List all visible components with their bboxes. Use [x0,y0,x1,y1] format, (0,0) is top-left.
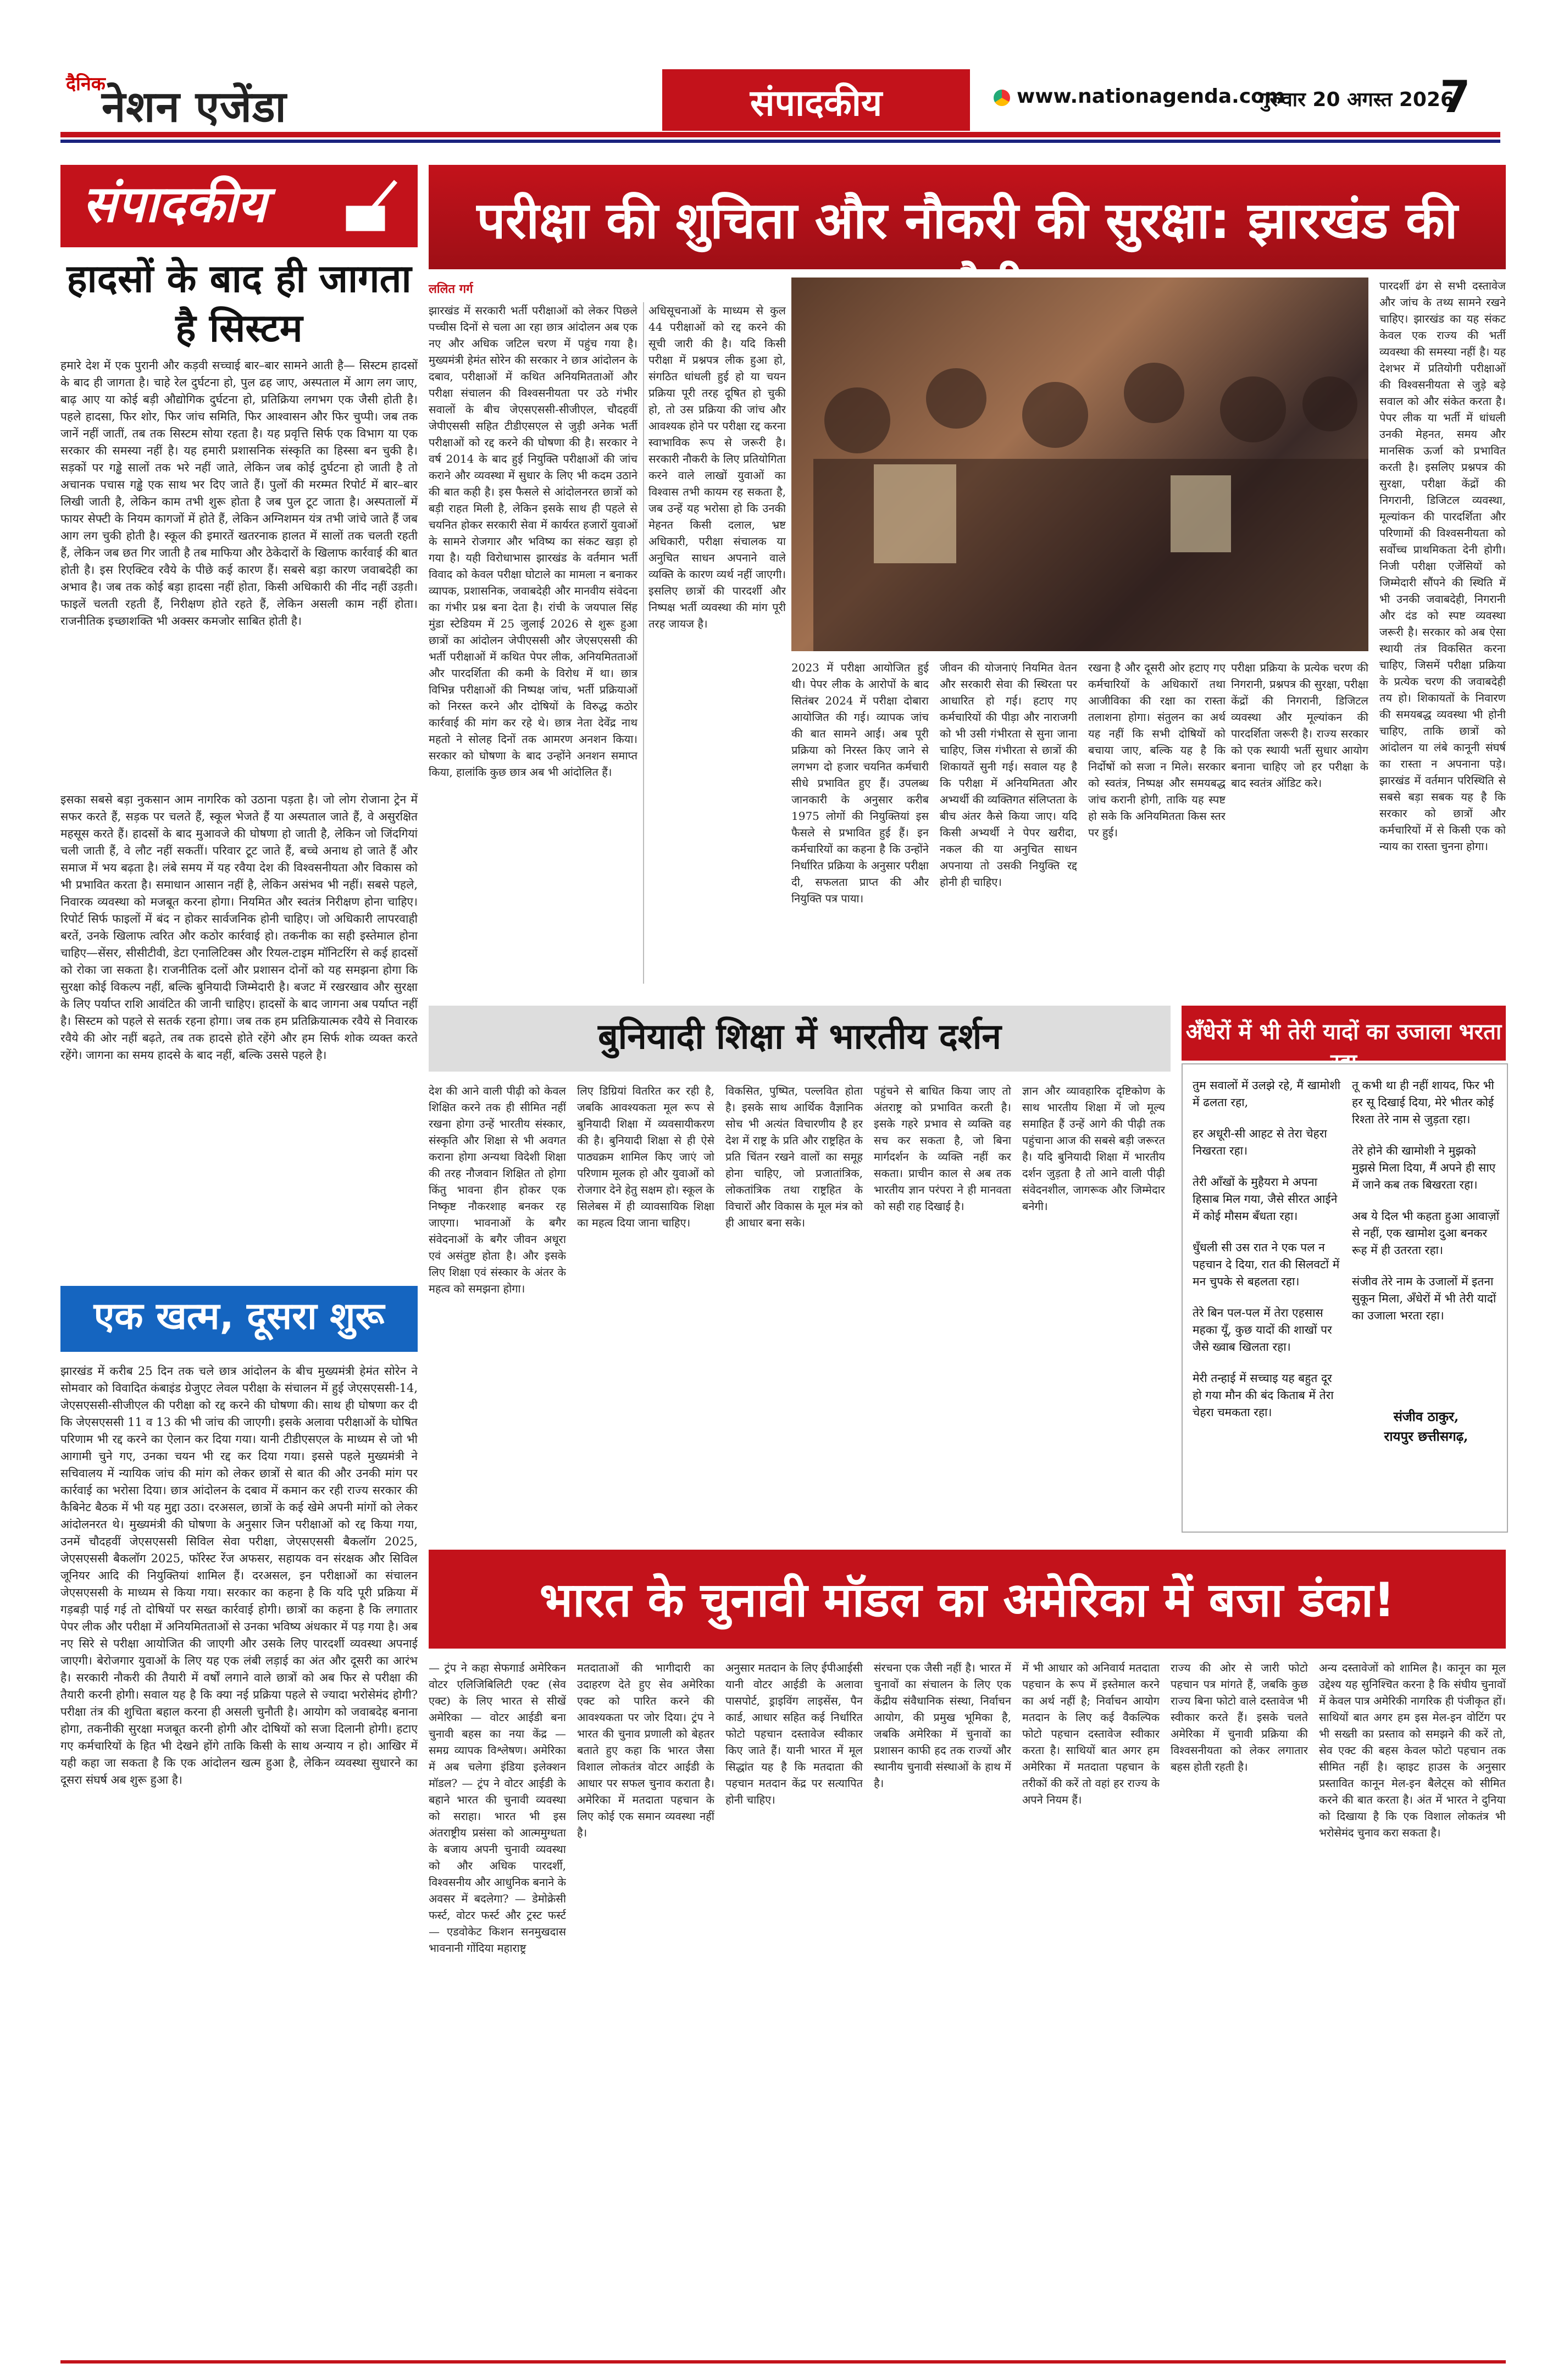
browser-icon [994,90,1010,106]
poem-stanza: तू कभी था ही नहीं शायद, फिर भी हर सू दिखाई दिया, मेरे भीतर कोई रिश्ता तेरे नाम से जुड़ता रहा। [1352,1079,1494,1126]
main-column-1: झारखंड में सरकारी भर्ती परीक्षाओं को लेकर पिछले पच्चीस दिनों से चला आ रहा छात्र आंदोलन अब एक नए और अधिक जटिल चरण में पहुंच गया है। मुख्यमंत्री हेमंत सोरेन की सरकार ने छात्र आंदोलन के दबाव, परीक्षाओं में कथित अनियमितताओं और परीक्षा संचालन की विश्वसनीयता पर उठे गंभीर सवालों के बीच जेएसएससी-सीजीएल, चौदहवीं जेपीएससी सहित टीडीएसएल से जुड़ी अनेक भर्ती परीक्षाओं को रद्द करने की घोषणा की है। सरकार ने वर्ष 2014 के बाद हुई नियुक्ति परीक्षाओं की जांच कराने और व्यवस्था में सुधार के लिए भी कदम उठाने की बात कही है। इस फैसले से आंदोलनरत छात्रों को बड़ी राहत मिली है, लेकिन इसके साथ ही पहले से चयनित होकर सरकारी सेवा में कार्यरत हजारों युवाओं के सामने रोजगार और भविष्य का संकट खड़ा हो गया है। यही विरोधाभास झारखंड के वर्तमान भर्ती विवाद को केवल परीक्षा घोटाले का मामला न बनाकर व्यापक, प्रशासनिक, जवाबदेही और मानवीय संवेदना का गंभीर प्रश्न बना देता है। रांची के जयपाल सिंह मुंडा स्टेडियम में 25 जुलाई 2026 से शुरू हुआ छात्रों का आंदोलन जेपीएससी और जेएसएससी की भर्ती परीक्षाओं में कथित पेपर लीक, अनियमितताओं और पारदर्शिता की कमी के विरोध में था। छात्र विभिन्न परीक्षाओं की निष्पक्ष जांच, भर्ती प्रक्रियाओं को निरस्त करने और दोषियों के विरुद्ध कठोर कार्रवाई की मांग कर रहे थे। छात्र नेता देवेंद्र नाथ महतो ने सोलह दिनों तक आमरण अनशन किया। सरकार को घोषणा के बाद उन्होंने अनशन समाप्त किया, हालांकि कुछ छात्र अब भी आंदोलित हैं। [429,304,637,779]
section-label: संपादकीय [750,82,883,124]
dateline: गुरुवार 20 अगस्त 2026 [1258,88,1455,111]
main-byline: ललित गर्ग [429,282,473,296]
article2-column-3: विकसित, पुष्पित, पल्लवित होता है। इसके साथ आर्थिक वैज्ञानिक सोच भी अत्यंत विचारणीय है हर देश में राष्ट्र के प्रति और राष्ट्रहित के प्रति चिंतन रखने वालों का समूह होना चाहिए, जो प्रजातांत्रिक, लोकतांत्रिक तथा राष्ट्रहित के विचारों और विकास के मूल मंत्र को ही आधार बना सके। [725,1084,863,1229]
poem-author [1357,1407,1495,1446]
article3-column-6: राज्य की ओर से जारी फोटो पहचान पत्र मांगते हैं, जबकि कुछ राज्य बिना फोटो वाले दस्तावेज भी स्वीकार करते हैं। इसके चलते अमेरिका में चुनावी प्रक्रिया की विश्वसनीयता को लेकर लगातार बहस होती रहती है। [1171,1661,1308,1773]
main-column-7: पारदर्शी ढंग से सभी दस्तावेज और जांच के तथ्य सामने रखने चाहिए। झारखंड का यह संकट केवल एक राज्य की भर्ती व्यवस्था की समस्या नहीं है। यह देशभर में प्रतियोगी परीक्षाओं की विश्वसनीयता से जुड़े बड़े सवाल को और संकेत करता है। पेपर लीक या भर्ती में धांधली उनकी मेहनत, समय और मानसिक ऊर्जा को प्रभावित करती है। इसलिए प्रश्नपत्र की सुरक्षा, परीक्षा केंद्रों की निगरानी, डिजिटल व्यवस्था, मूल्यांकन की पारदर्शिता और परिणामों की विश्वसनीयता को सर्वोच्च प्राथमिकता देनी होगी। निजी परीक्षा एजेंसियों को जिम्मेदारी सौंपने की स्थिति में भी उनकी जवाबदेही, निगरानी और दंड को स्पष्ट व्यवस्था जरूरी है। सरकार को अब ऐसा स्थायी तंत्र विकसित करना चाहिए, जिसमें परीक्षा प्रक्रिया के प्रत्येक चरण की जवाबदेही तय हो। शिकायतों के निवारण की समयबद्ध व्यवस्था भी होनी चाहिए, ताकि छात्रों को आंदोलन या लंबे कानूनी संघर्ष का रास्ता न अपनाना पड़े। झारखंड में वर्तमान परिस्थिति से सबसे बड़ा सबक यह है कि सरकार को छात्रों और कर्मचारियों में से किसी एक को न्याय का रास्ता चुनना होगा। [1379,279,1506,853]
poem-stanza: संजीव तेरे नाम के उजालों में इतना सुकून मिला, अँधेरों में भी तेरी यादों का उजाला भरता रहा। [1352,1275,1496,1322]
poem-stanza: तुम सवालों में उलझे रहे, मैं खामोशी में ढलता रहा, [1193,1079,1341,1109]
main-headline: परीक्षा की शुचिता और नौकरी की सुरक्षा: झारखंड की [476,191,1458,250]
main-column-4: जीवन की योजनाएं नियमित वेतन और सरकारी सेवा की स्थिरता पर आधारित हो गई। हटाए गए कर्मचारियों की पीड़ा और नाराजगी को भी उसी गंभीरता से सुना जाना चाहिए, जिस गंभीरता से छात्रों की शिकायतें सुनी गई। सवाल यह है कि परीक्षा में अनियमितता और अभ्यर्थी की व्यक्तिगत संलिप्तता के बीच अंतर कैसे किया जाए। यदि किसी अभ्यर्थी ने पेपर खरीदा, नकल की या अनुचित साधन अपनाया तो उसकी नियुक्ति रद्द होनी ही चाहिए। [940,661,1077,889]
article3-column-1: — ट्रंप ने कहा सेफगार्ड अमेरिकन वोटर एलिजिबिलिटी एक्ट (सेव एक्ट) के लिए भारत से सीखें अमेरिका — वोटर आईडी बना चुनावी बहस का नया केंद्र — समग्र व्यापक विश्लेषण। अमेरिका में अब चलेगा इंडिया इलेक्शन मॉडल? — ट्रंप ने वोटर आईडी के बहाने भारत की चुनावी व्यवस्था को सराहा। भारत भी इस अंतराष्ट्रीय प्रसंसा को आत्ममुग्धता के बजाय अपनी चुनावी व्यवस्था को और अधिक पारदर्शी, विश्वसनीय और आधुनिक बनाने के अवसर में बदलेगा? — डेमोक्रेसी फर्स्ट, वोटर फर्स्ट और ट्रस्ट फर्स्ट — एडवोकेट किशन सनमुखदास भावनानी गोंदिया महाराष्ट्र [429,1661,566,1955]
protest-photo [791,278,1368,651]
editorial2-headline: एक खत्म, दूसरा शुरू [93,1295,385,1338]
poem-stanza: तेरी आँखों के मुहैयरा मे अपना हिसाब मिल गया, जैसे सीरत आईने में कोई मौसम बँधता रहा। [1193,1175,1338,1223]
pen-icon [341,176,401,236]
poem-stanza: हर अधूरी-सी आहट से तेरा चेहरा निखरता रहा। [1193,1127,1327,1157]
poem-stanza: मेरी तन्हाई में सच्चाइ यह बहुत दूर हो गया मौन की बंद किताब में तेरा चेहरा चमकता रहा। [1193,1372,1334,1419]
article3-column-3: अनुसार मतदान के लिए ईपीआईसी यानी वोटर आईडी के अलावा पासपोर्ट, ड्राइविंग लाइसेंस, पैन कार्ड, आधार सहित कई निर्धारित फोटो पहचान दस्तावेज स्वीकार किए जाते हैं। यानी भारत में मूल सिद्धांत यह है कि मतदाता की पहचान मतदान केंद्र पर सत्यापित होनी चाहिए। [725,1661,863,1806]
article2-column-2: लिए डिग्रियां वितरित कर रही है, जबकि आवश्यकता मूल रूप से बुनियादी शिक्षा में व्यवसायीकरण की है। बुनियादी शिक्षा से ही ऐसे पाठ्यक्रम शामिल किए जाएं जो परिणाम मूलक हो और युवाओं को रोजगार देने हेतु सक्षम हो। स्कूल के सिलेबस में ही व्यावसायिक शिक्षा का महत्व दिया जाना चाहिए। [577,1084,714,1229]
article2-column-4: पहुंचने से बाधित किया जाए तो अंतराष्ट्र को प्रभावित करती है। इसके गहरे प्रभाव से व्यक्ति वह सच कर सकता है, जो बिना मार्गदर्शन के व्यक्ति नहीं कर सकता। प्राचीन काल से अब तक भारतीय ज्ञान परंपरा ने ही मानवता को सही राह दिखाई है। [874,1084,1011,1213]
main-column-3: 2023 में परीक्षा आयोजित हुई थी। पेपर लीक के आरोपों के बाद सितंबर 2024 में परीक्षा दोबारा आयोजित की गई। व्यापक जांच की बात सामने आई। अब पूरी प्रक्रिया को निरस्त किए जाने से लगभग दो हजार चयनित कर्मचारी सीधे प्रभावित हुए हैं। उपलब्ध जानकारी के अनुसार करीब 1975 लोगों की नियुक्तियां इस फैसले से प्रभावित हुई हैं। इन कर्मचारियों का कहना है कि उन्होंने निर्धारित प्रक्रिया के अनुसार परीक्षा दी, सफलता प्राप्त की और नियुक्ति पत्र पाया। [791,661,929,905]
article3-column-5: में भी आधार को अनिवार्य मतदाता पहचान के रूप में इस्तेमाल करने का अर्थ नहीं है; निर्वाचन आयोग मतदान के लिए कई वैकल्पिक फोटो पहचान दस्तावेज स्वीकार करता है। साथियों बात अगर हम अमेरिका में मतदाता पहचान के तरीकों की करें तो वहां हर राज्य के अपने नियम हैं। [1022,1661,1160,1806]
main-column-6: परीक्षा प्रक्रिया के प्रत्येक चरण की निगरानी, प्रश्नपत्र की सुरक्षा, परीक्षा केंद्रों की निगरानी, डिजिटल व्यवस्था और मूल्यांकन की पारदर्शिता जरूरी है। राज्य सरकार को एक स्थायी भर्ती सुधार आयोग बनाना चाहिए जो हर परीक्षा के बाद स्वतंत्र ऑडिट करे। [1231,661,1368,790]
poem-stanza: तेरे होने की खामोशी ने मुझको मुझसे मिला दिया, मैं अपने ही साए में जाने कब तक बिखरता रहा। [1352,1144,1496,1191]
article2-column-5: ज्ञान और व्यावहारिक दृष्टिकोण के साथ भारतीय शिक्षा में जो मूल्य समाहित हैं उन्हें आगे की पीढ़ी तक पहुंचाना आज की सबसे बड़ी जरूरत है। यदि बुनियादी शिक्षा में भारतीय दर्शन जुड़ता है तो आने वाली पीढ़ी संवेदनशील, जागरूक और जिम्मेदार बनेगी। [1022,1084,1165,1213]
main-column-5: रखना है और दूसरी ओर हटाए गए कर्मचारियों के अधिकारों तथा आजीविका की रक्षा का रास्ता तलाशना होगा। संतुलन का अर्थ यह नहीं कि सभी दोषियों को बचाया जाए, बल्कि यह है कि निर्दोषों को सजा न मिले। सरकार को स्वतंत्र, निष्पक्ष और समयबद्ध जांच करानी होगी, ताकि यह स्पष्ट हो सके कि अनियमितता किस स्तर पर हुई। [1088,661,1226,839]
column-divider [643,302,644,984]
poem-column-1 [1193,1077,1341,1435]
article3-column-4: संरचना एक जैसी नहीं है। भारत में चुनावों का संचालन के लिए एक केंद्रीय संवैधानिक संस्था, निर्वाचन आयोग, की प्रमुख भूमिका है, जबकि अमेरिका में चुनावों का प्रशासन काफी हद तक राज्यों और स्थानीय चुनावी संस्थाओं के हाथ में है। [874,1661,1011,1790]
poem-headline: अँधेरों में भी तेरी यादों का उजाला भरता रहा [1185,1019,1502,1075]
crowd-photo-icon [791,278,1368,651]
footer-rule [60,2360,1506,2364]
header-rule-secondary [60,140,1500,143]
logo-small-text: दैनिक [66,73,106,95]
page-number: 7 [1440,71,1471,123]
poem-stanza: धुँधली सी उस रात ने एक पल न पहचान दे दिया, रात की सिलवटों में मन चुपके से बहलता रहा। [1193,1241,1340,1288]
editorial1-body: हमारे देश में एक पुरानी और कड़वी सच्चाई बार–बार सामने आती है— सिस्टम हादसों के बाद ही जागता है। चाहे रेल दुर्घटना हो, पुल ढह जाए, अस्पताल में आग लग जाए, बाढ़ आए या कोई बड़ी औद्योगिक दुर्घटना हो, प्रतिक्रिया लगभग एक जैसी होती है। पहले हादसा, फिर शोर, फिर जांच समिति, फिर आश्वासन और फिर चुप्पी। जब तक जानें नहीं जातीं, तब तक सिस्टम सोया रहता है। यह प्रवृत्ति सिर्फ एक विभाग या एक सरकार की समस्या नहीं है। यह हमारी प्रशासनिक संस्कृति का हिस्सा बन चुकी है। सड़कों पर गड्ढे सालों तक भरे नहीं जाते, लेकिन जब कोई दुर्घटना हो जाती है तो अचानक पचास गड्ढे एक साथ भर दिए जाते हैं। पुलों की मरम्मत रिपोर्ट में बार–बार लिखी जाती है, लेकिन काम तभी शुरू होता है जब पुल टूट जाता है। अस्पतालों में फायर सेफ्टी के नियम कागजों में होते हैं, लेकिन अग्निशमन यंत्र तभी जांचे जाते हैं जब आग लग चुकी होती है। स्कूल की इमारतें खतरनाक हालत में सालों तक चलती रहती हैं, लेकिन जब छत गिर जाती है तब माफिया और ठेकेदारों के खिलाफ कार्रवाई की बात होती है। इस रिएक्टिव रवैये के पीछे कई कारण हैं। सबसे बड़ा कारण जवाबदेही का अभाव है। जब तक कोई बड़ा हादसा नहीं होता, किसी अधिकारी की नींद नहीं उड़ती। फाइलें चलती रहती हैं, निरीक्षण होते रहते हैं, लेकिन असली काम नहीं होता। राजनीतिक इच्छाशक्ति भी अक्सर कमजोर साबित होती है। [60,359,418,628]
main-column-2: अधिसूचनाओं के माध्यम से कुल 44 परीक्षाओं को रद्द करने की सूची जारी की है। यदि किसी परीक्षा में प्रश्नपत्र लीक हुआ हो, संगठित धांधली हुई हो या चयन प्रक्रिया पूरी तरह दूषित हो चुकी हो, तो उस प्रक्रिया की जांच और आवश्यक होने पर परीक्षा रद्द करना स्वाभाविक रूप से जरूरी है। सरकारी नौकरी के लिए प्रतियोगिता करने वाले लाखों युवाओं का विश्वास तभी कायम रह सकता है, जब उन्हें यह भरोसा हो कि उनकी मेहनत किसी दलाल, भ्रष्ट अधिकारी, परीक्षा संचालक या अनुचित साधन अपनाने वाले व्यक्ति के कारण व्यर्थ नहीं जाएगी। इसलिए छात्रों की पारदर्शी और निष्पक्ष भर्ती व्यवस्था की मांग पूरी तरह जायज है। [648,304,786,630]
article2-headline: बुनियादी शिक्षा में भारतीय दर्शन [598,1017,1001,1057]
newspaper-logo: नेशन एजेंडा [102,82,287,132]
article3-column-2: मतदाताओं की भागीदारी का उदाहरण देते हुए सेव अमेरिका एक्ट को पारित करने की आवश्यकता पर जोर दिया। ट्रंप ने भारत की चुनाव प्रणाली को बेहतर बताते हुए कहा कि भारत जैसा विशाल लोकतंत्र वोटर आईडी के आधार पर सफल चुनाव कराता है। अमेरिका में मतदाता पहचान के लिए कोई एक समान व्यवस्था नहीं है। [577,1661,714,1839]
poem-column-2 [1352,1077,1500,1339]
poem-stanza: अब ये दिल भी कहता हुआ आवाज़ों से नहीं, एक खामोश दुआ बनकर रूह में ही उतरता रहा। [1352,1210,1500,1257]
header-rule [60,132,1500,137]
article3-headline: भारत के चुनावी मॉडल का अमेरिका में बजा डंका! [539,1573,1395,1628]
poem-author-name: संजीव ठाकुर, [1393,1408,1459,1424]
website-url[interactable]: www.nationagenda.com [1017,85,1285,108]
editorial2-body: झारखंड में करीब 25 दिन तक चले छात्र आंदोलन के बीच मुख्यमंत्री हेमंत सोरेन ने सोमवार को विवादित कंबाइंड ग्रेजुएट लेवल परीक्षा के संचालन में हुई जेएसएससी-14, जेएसएससी-सीजीएल की परीक्षा को रद्द करने की घोषणा की। साथ ही घोषणा कर दी कि जेएसएससी 11 व 13 की भी जांच की जाएगी। इसके अलावा परीक्षाओं के घोषित परिणाम भी रद्द करने का ऐलान कर दिया गया। यानी टीडीएसएल के माध्यम से जो भी आगामी चुने गए, उनका चयन भी रद्द कर दिया गया। इससे पहले मुख्यमंत्री ने सचिवालय में न्यायिक जांच की मांग को लेकर छात्रों से बात की और उनकी मांग पर कार्रवाई का भरोसा दिया। छात्र आंदोलन के दबाव में कमान कर रही राज्य सरकार की कैबिनेट बैठक में भी यह मुद्दा उठा। दरअसल, छात्रों के कई खेमे अपनी मांगों को लेकर आंदोलनरत थे। मुख्यमंत्री की घोषणा के अनुसार जिन परीक्षाओं को रद्द किया गया, उनमें चौदहवीं जेएसएससी सिविल सेवा परीक्षा, जेएसएससी बैकलॉग 2025, जेएसएससी बैकलॉग 2025, फॉरेस्ट रेंज अफसर, सहायक वन संरक्षक और सिविल जूनियर आदि की नियुक्तियां शामिल हैं। दरअसल, इन परीक्षाओं का संचालन जेएसएससी के माध्यम से किया गया। सरकार का कहना है कि यदि पूरी प्रक्रिया में गड़बड़ी पाई गई तो दोषियों पर सख्त कार्रवाई होगी। छात्रों का कहना है कि लगातार पेपर लीक और परीक्षा में अनियमितताओं से उनका भविष्य अंधकार में पड़ गया है। अब नए सिरे से परीक्षा आयोजित की जाएगी और उसके लिए पारदर्शी व्यवस्था अपनाई जाएगी। बेरोजगार युवाओं के लिए यह एक लंबी लड़ाई का अंत और दूसरी का आरंभ है। सरकारी नौकरी की तैयारी में वर्षों लगाने वाले छात्रों को अब फिर से परीक्षा की तैयारी करनी होगी। सवाल यह है कि क्या नई प्रक्रिया पहले से ज्यादा भरोसेमंद होगी? परीक्षा तंत्र की शुचिता बहाल करना ही असली चुनौती है। आयोग को जवाबदेह बनाना होगा, तकनीकी सुरक्षा मजबूत करनी होगी और दोषियों को सजा दिलानी होगी। हटाए गए कर्मचारियों के हित भी देखने होंगे ताकि किसी के साथ अन्याय न हो। आखिर में यही कहा जा सकता है कि एक आंदोलन खत्म हुआ है, लेकिन व्यवस्था सुधारने का दूसरा संघर्ष अब शुरू हुआ है। [60,1364,418,1787]
editorial-band-title: संपादकीय [82,175,267,234]
article3-column-7: अन्य दस्तावेजों को शामिल है। कानून का मूल उद्देश्य यह सुनिश्चित करना है कि संघीय चुनावों में केवल पात्र अमेरिकी नागरिक ही पंजीकृत हों। साथियों बात अगर हम इस मेल-इन वोटिंग पर भी सख्ती का प्रस्ताव को समझने की करें तो, सेव एक्ट की बहस केवल फोटो पहचान तक सीमित नहीं है। व्हाइट हाउस के अनुसार प्रस्तावित कानून मेल-इन बैलेट्स को सीमित करने की बात करता है। अंत में भारत ने दुनिया को दिखाया है कि एक विशाल लोकतंत्र भी भरोसेमंद चुनाव करा सकता है। [1319,1661,1506,1839]
poem-author-place: रायपुर छत्तीसगढ़, [1384,1428,1468,1444]
poem-stanza: तेरे बिन पल-पल में तेरा एहसास महका यूँ, कुछ यादों की शाखों पर जैसे ख्वाब खिलता रहा। [1193,1306,1332,1353]
editorial1-headline: हादसों के बाद ही जागता है सिस्टम [66,256,412,351]
editorial1-body-continued: इसका सबसे बड़ा नुकसान आम नागरिक को उठाना पड़ता है। जो लोग रोजाना ट्रेन में सफर करते हैं, सड़क पर चलते हैं, स्कूल भेजते हैं या अस्पताल जाते हैं, वे असुरक्षित महसूस करते हैं। हादसों के बाद मुआवजे की घोषणा हो जाती है, लेकिन जो जिंदगियां चली जाती हैं, वे लौट नहीं सकतीं। परिवार टूट जाते हैं, बच्चे अनाथ हो जाते हैं और समाज में भय बढ़ता है। लंबे समय में यह रवैया देश की विश्वसनीयता और विकास को भी प्रभावित करता है। समाधान आसान नहीं है, लेकिन असंभव भी नहीं। सबसे पहले, निवारक व्यवस्था को मजबूत करना होगा। नियमित और स्वतंत्र निरीक्षण होना चाहिए। रिपोर्ट सिर्फ फाइलों में बंद न होकर सार्वजनिक होनी चाहिए। जो अधिकारी लापरवाही बरतें, उनके खिलाफ त्वरित और कठोर कार्रवाई हो। तकनीक का सही इस्तेमाल होना चाहिए—सेंसर, सीसीटीवी, डेटा एनालिटिक्स और रियल-टाइम मॉनिटरिंग से कई हादसों को रोका जा सकता है। राजनीतिक दलों और प्रशासन दोनों को यह समझना होगा कि सुरक्षा कोई विकल्प नहीं, बल्कि बुनियादी जिम्मेदारी है। बजट में रखरखाव और सुरक्षा के लिए पर्याप्त राशि आवंटित की जानी चाहिए। हादसों के बाद जागना अब पर्याप्त नहीं है। सिस्टम को पहले से सतर्क रहना होगा। जब तक हम प्रतिक्रियात्मक रवैये से निवारक रवैये की ओर नहीं बढ़ते, तब तक हादसे होते रहेंगे और हम सिर्फ शोक व्यक्त करते रहेंगे। जागना का समय हादसे के बाद नहीं, बल्कि उससे पहले है। [60,793,418,1062]
article2-column-1: देश की आने वाली पीढ़ी को केवल शिक्षित करने तक ही सीमित नहीं रखना होगा उन्हें भारतीय संस्कार, संस्कृति और शिक्षा से भी अवगत कराना होगा अन्यथा विदेशी शिक्षा की तरह नौजवान शिक्षित तो होगा किंतु भावना हीन होकर एक निष्कृष्ट नौकरशाह बनकर रह जाएगा। भावनाओं के बगैर संवेदनाओं के बगैर जीवन अधूरा एवं असंतुष्ट होता है। और इसके लिए शिक्षा एवं संस्कार के अंतर के महत्व को समझना होगा। [429,1084,566,1295]
